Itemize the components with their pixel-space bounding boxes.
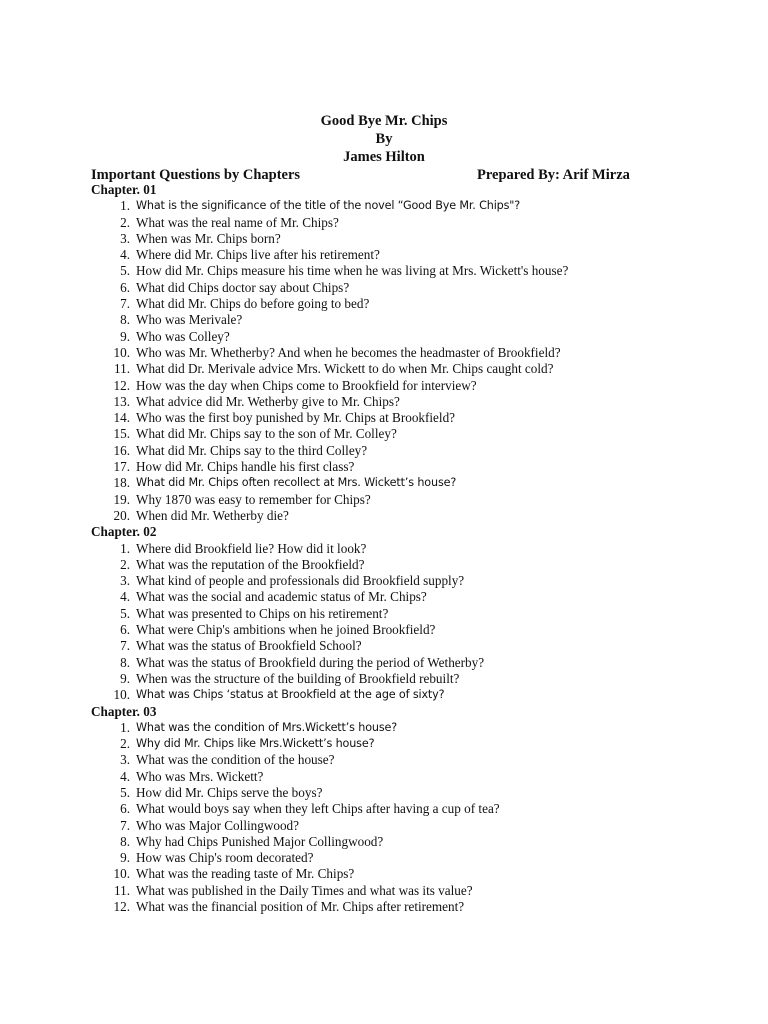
question-list	[91, 541, 691, 704]
chapter-section	[91, 182, 691, 524]
question-number: 5.	[120, 605, 130, 621]
chapter-section	[91, 704, 691, 916]
question-text: What was the financial position of Mr. Chips after retirement?	[136, 899, 465, 915]
question-item	[91, 410, 691, 426]
question-number: 1.	[120, 719, 130, 735]
question-text: What was the status of Brookfield School?	[136, 638, 362, 654]
question-text: Where did Brookfield lie? How did it look?	[136, 540, 367, 556]
question-text: What was presented to Chips on his retirement?	[136, 605, 389, 621]
chapter-section	[91, 524, 691, 703]
question-number: 3.	[120, 573, 130, 589]
question-text: What was the condition of the house?	[136, 752, 335, 768]
question-item	[91, 638, 691, 654]
question-text: What is the significance of the title of the novel “Good Bye Mr. Chips"?	[136, 199, 521, 213]
question-text: What did Mr. Chips say to the son of Mr. Colley?	[136, 426, 397, 442]
question-item	[91, 785, 691, 801]
question-item	[91, 818, 691, 834]
question-number: 14.	[113, 410, 130, 426]
question-text: What did Dr. Merivale advice Mrs. Wickett to do when Mr. Chips caught cold?	[136, 361, 554, 377]
question-number: 9.	[120, 328, 130, 344]
question-number: 19.	[113, 491, 130, 507]
chapter-heading: Chapter. 01	[91, 182, 157, 197]
question-item	[91, 280, 691, 296]
question-item	[91, 834, 691, 850]
question-list	[91, 720, 691, 916]
question-number: 20.	[113, 507, 130, 523]
question-number: 11.	[114, 361, 130, 377]
question-item	[91, 671, 691, 687]
question-item	[91, 475, 691, 491]
subtitle-prepared-by: Prepared By: Arif Mirza	[477, 167, 630, 183]
question-number: 10.	[113, 687, 130, 703]
question-number: 5.	[120, 784, 130, 800]
question-text: Who was Mrs. Wickett?	[136, 768, 264, 784]
question-text: What advice did Mr. Wetherby give to Mr. Chips?	[136, 393, 400, 409]
question-text: How did Mr. Chips measure his time when he was living at Mrs. Wickett's house?	[136, 263, 569, 279]
question-text: What were Chip's ambitions when he joined Brookfield?	[136, 622, 436, 638]
question-number: 8.	[120, 312, 130, 328]
question-text: What was the real name of Mr. Chips?	[136, 214, 339, 230]
question-item	[91, 622, 691, 638]
question-item	[91, 345, 691, 361]
question-text: What did Mr. Chips do before going to bed?	[136, 296, 370, 312]
question-number: 4.	[120, 589, 130, 605]
question-item	[91, 589, 691, 605]
question-number: 18.	[113, 475, 130, 491]
question-number: 9.	[120, 850, 130, 866]
question-item	[91, 606, 691, 622]
question-number: 12.	[113, 377, 130, 393]
question-text: Why 1870 was easy to remember for Chips?	[136, 491, 371, 507]
question-item	[91, 263, 691, 279]
question-text: Who was Merivale?	[136, 312, 243, 328]
question-item	[91, 736, 691, 752]
question-list	[91, 198, 691, 524]
question-item	[91, 557, 691, 573]
question-text: What was Chips ‘status at Brookfield at the age of sixty?	[136, 688, 445, 702]
question-item	[91, 850, 691, 866]
question-item	[91, 541, 691, 557]
question-item	[91, 296, 691, 312]
question-item	[91, 215, 691, 231]
question-text: What kind of people and professionals did Brookfield supply?	[136, 573, 465, 589]
question-item	[91, 687, 691, 703]
question-text: What was the reading taste of Mr. Chips?	[136, 866, 355, 882]
question-number: 1.	[120, 540, 130, 556]
question-number: 5.	[120, 263, 130, 279]
chapters-content	[91, 182, 691, 915]
document-author: James Hilton	[343, 149, 425, 165]
question-text: Why did Mr. Chips like Mrs.Wickett’s house?	[136, 737, 375, 751]
question-text: When was the structure of the building of Brookfield rebuilt?	[136, 670, 460, 686]
question-number: 3.	[120, 752, 130, 768]
question-number: 4.	[120, 247, 130, 263]
question-text: Who was Colley?	[136, 328, 230, 344]
question-number: 9.	[120, 670, 130, 686]
question-item	[91, 573, 691, 589]
question-text: What would boys say when they left Chips after having a cup of tea?	[136, 801, 500, 817]
question-number: 16.	[113, 442, 130, 458]
question-number: 10.	[113, 344, 130, 360]
question-item	[91, 492, 691, 508]
question-item	[91, 720, 691, 736]
question-number: 7.	[120, 296, 130, 312]
question-text: Where did Mr. Chips live after his retirement?	[136, 247, 380, 263]
question-item	[91, 361, 691, 377]
question-item	[91, 312, 691, 328]
question-item	[91, 459, 691, 475]
question-item	[91, 752, 691, 768]
question-item	[91, 866, 691, 882]
question-text: What was the condition of Mrs.Wickett’s house?	[136, 720, 398, 734]
question-item	[91, 329, 691, 345]
question-item	[91, 801, 691, 817]
question-text: How was Chip's room decorated?	[136, 850, 314, 866]
question-item	[91, 198, 691, 214]
question-text: What was published in the Daily Times and what was its value?	[136, 882, 473, 898]
document-by: By	[375, 131, 393, 147]
question-text: Who was Mr. Whetherby? And when he becomes the headmaster of Brookfield?	[136, 344, 561, 360]
question-text: How did Mr. Chips serve the boys?	[136, 784, 323, 800]
question-item	[91, 231, 691, 247]
document-title: Good Bye Mr. Chips	[320, 113, 448, 129]
question-number: 1.	[120, 198, 130, 214]
question-number: 15.	[113, 426, 130, 442]
question-text: What was the reputation of the Brookfield?	[136, 556, 365, 572]
chapter-heading: Chapter. 02	[91, 524, 157, 540]
question-number: 2.	[120, 214, 130, 230]
question-item	[91, 443, 691, 459]
question-number: 2.	[120, 736, 130, 752]
question-number: 2.	[120, 556, 130, 572]
question-number: 6.	[120, 622, 130, 638]
question-text: When did Mr. Wetherby die?	[136, 507, 289, 523]
question-text: What did Chips doctor say about Chips?	[136, 279, 350, 295]
chapter-heading: Chapter. 03	[91, 703, 157, 719]
question-text: Why had Chips Punished Major Collingwood?	[136, 833, 384, 849]
question-item	[91, 769, 691, 785]
question-item	[91, 899, 691, 915]
question-text: Who was Major Collingwood?	[136, 817, 299, 833]
question-text: Who was the first boy punished by Mr. Chips at Brookfield?	[136, 410, 456, 426]
question-text: How did Mr. Chips handle his first class?	[136, 459, 355, 475]
question-number: 10.	[113, 866, 130, 882]
question-number: 7.	[120, 638, 130, 654]
title-block	[0, 112, 768, 166]
question-text: What was the status of Brookfield during the period of Wetherby?	[136, 654, 485, 670]
question-text: What did Mr. Chips often recollect at Mrs. Wickett’s house?	[136, 476, 457, 490]
question-item	[91, 883, 691, 899]
question-number: 8.	[120, 654, 130, 670]
question-number: 11.	[114, 882, 130, 898]
question-text: What was the social and academic status of Mr. Chips?	[136, 589, 427, 605]
question-number: 3.	[120, 230, 130, 246]
question-text: How was the day when Chips come to Brookfield for interview?	[136, 377, 477, 393]
question-number: 8.	[120, 833, 130, 849]
question-item	[91, 378, 691, 394]
question-item	[91, 394, 691, 410]
question-number: 17.	[113, 459, 130, 475]
question-number: 6.	[120, 279, 130, 295]
question-text: When was Mr. Chips born?	[136, 230, 281, 246]
question-number: 13.	[113, 393, 130, 409]
question-number: 6.	[120, 801, 130, 817]
question-item	[91, 247, 691, 263]
question-item	[91, 655, 691, 671]
question-number: 7.	[120, 817, 130, 833]
question-text: What did Mr. Chips say to the third Colley?	[136, 442, 368, 458]
question-item	[91, 426, 691, 442]
question-number: 12.	[113, 899, 130, 915]
subtitle-important-questions: Important Questions by Chapters	[91, 167, 301, 183]
question-number: 4.	[120, 768, 130, 784]
question-item	[91, 508, 691, 524]
